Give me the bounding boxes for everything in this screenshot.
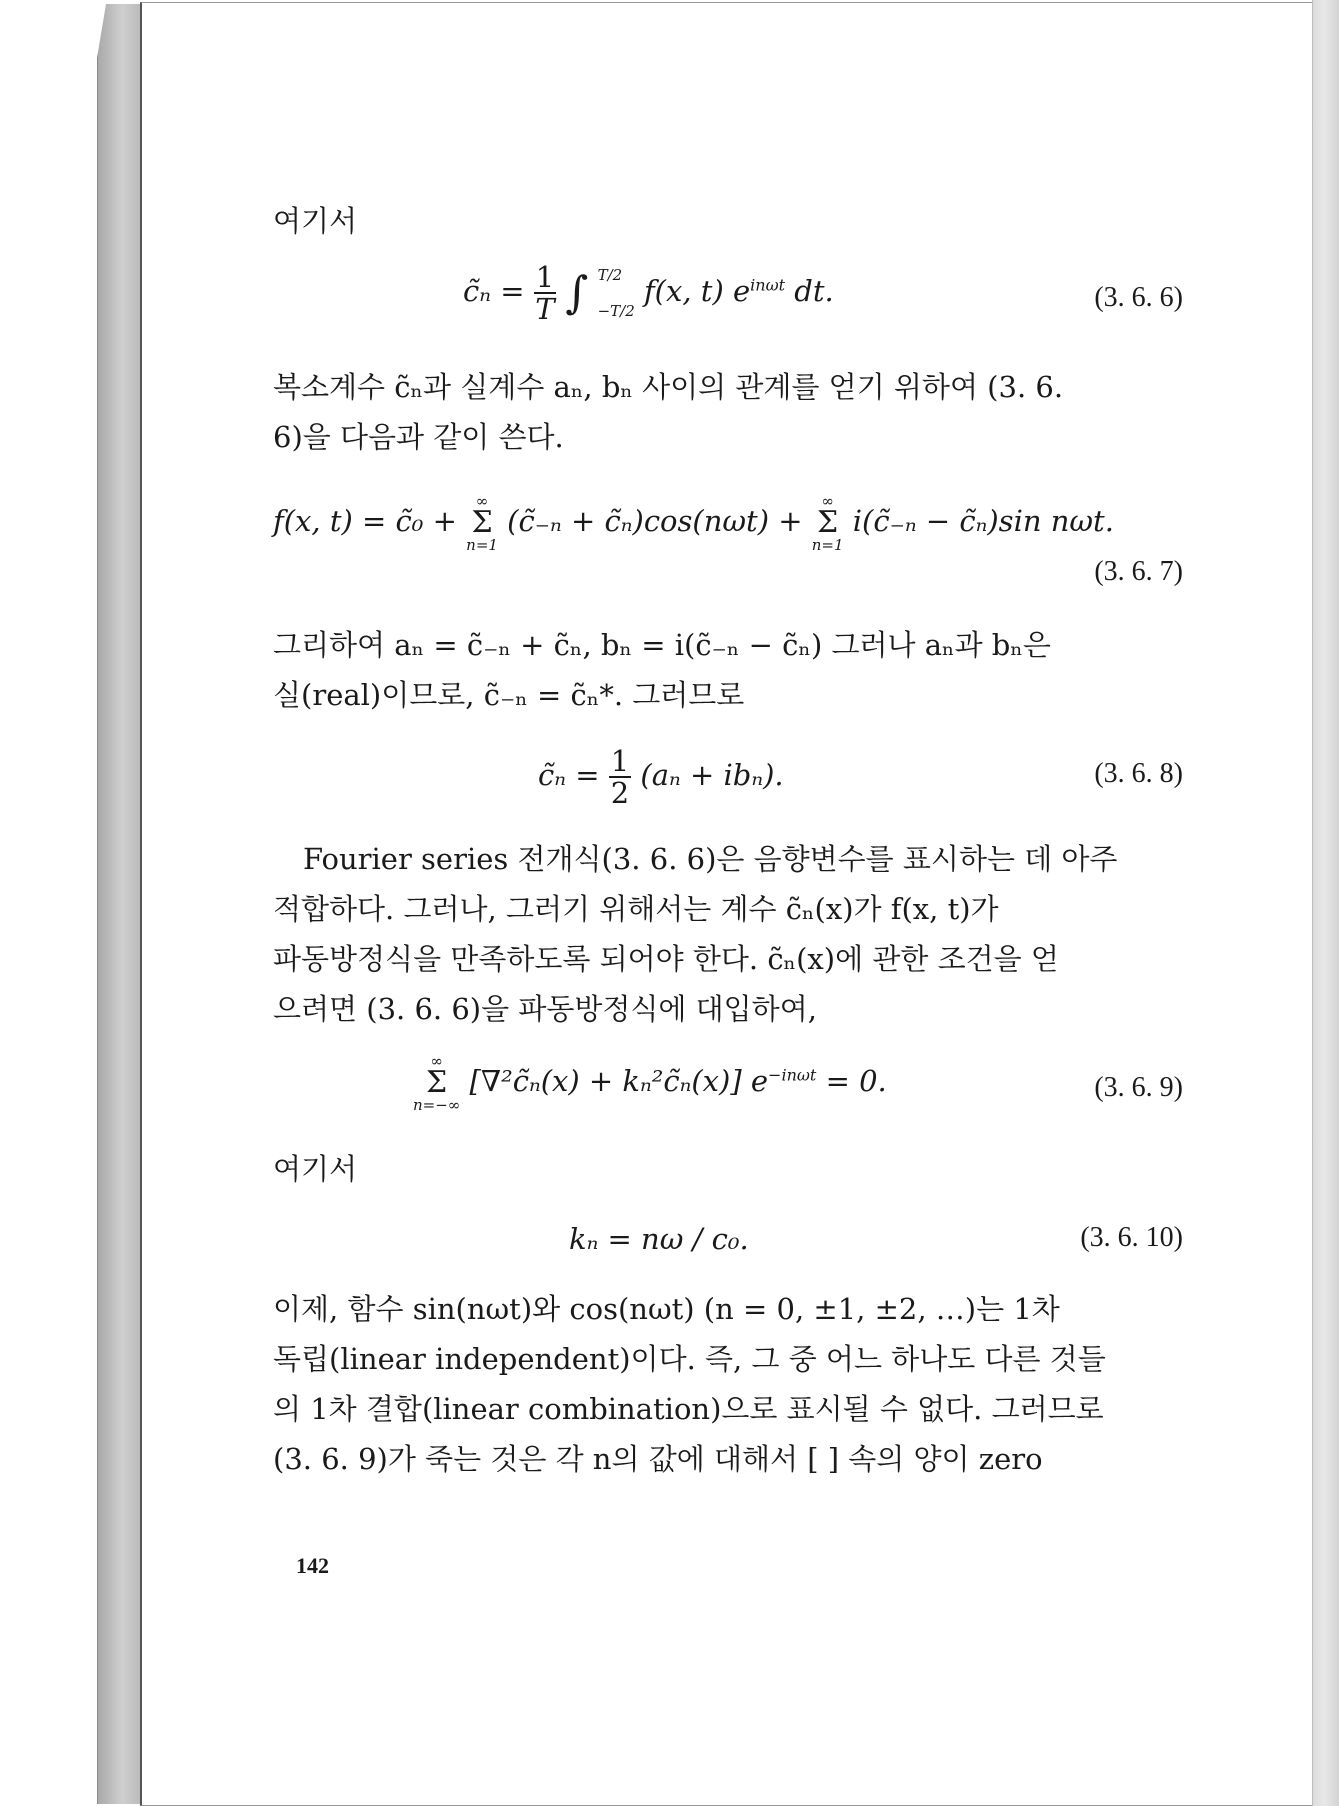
eq-368-lhs: c̃ₙ = (538, 758, 600, 792)
eq-366-lower: −T/2 (597, 302, 635, 320)
eq-367-sum2 (812, 494, 844, 552)
eq-367-sum1 (466, 494, 498, 552)
eq-367-sum1-bot: n=1 (466, 536, 498, 554)
paragraph-relation: 복소계수 c̃ₙ과 실계수 aₙ, bₙ 사이의 관계를 얻기 위하여 (3. 6. 6)을 다음과 같이 쓴다. (273, 370, 1064, 454)
eq-366-fraction (534, 262, 556, 324)
eq-368-rhs: (aₙ + ibₙ). (640, 758, 784, 792)
eq-369-tail: = 0. (825, 1064, 887, 1098)
eq-367-part3: i(c̃₋ₙ − c̃ₙ)sin nωt. (852, 504, 1114, 538)
eq-label-3-6-10: (3. 6. 10) (1080, 1222, 1183, 1253)
eq-369-sum-bot: n=−∞ (413, 1096, 461, 1114)
eq-366-body: f(x, t) e (643, 274, 751, 308)
paragraph-where-2: 여기서 (273, 1152, 358, 1186)
page-number: 142 (296, 1553, 329, 1578)
equation-3-6-7 (273, 494, 1114, 552)
eq-366-frac-den: T (535, 292, 555, 326)
eq-367-sum2-top: ∞ (821, 492, 834, 510)
eq-366-integral: ∫ (565, 267, 589, 319)
page-edge-stack (1312, 0, 1339, 1806)
paragraph-fourier: Fourier series 전개식(3. 6. 6)은 음향변수를 표시하는 데 아주 적합하다. 그러나, 그러기 위해서는 계수 c̃ₙ(x)가 f(x, t)가 파동방정식을 만족하도록 되어야 한다. c̃ₙ(x)에 관한 조건을 얻 으려면 (3. 6. 6)을 파동방정식에 대입하여, (273, 842, 1118, 1026)
equation-3-6-10 (569, 1222, 749, 1256)
eq-367-part2: (c̃₋ₙ + c̃ₙ)cos(nωt) + (507, 504, 803, 538)
eq-368-fraction (609, 746, 631, 808)
eq-label-3-6-8: (3. 6. 8) (1094, 758, 1183, 789)
eq-366-lhs: c̃ₙ = (463, 274, 525, 308)
book-spine (97, 4, 142, 1804)
sigma-icon: Σ (471, 505, 493, 540)
eq-366-upper: T/2 (597, 266, 623, 284)
sigma-icon: Σ (426, 1065, 448, 1100)
equation-3-6-8 (538, 746, 784, 808)
eq-3610-body: kₙ = nω / c₀. (569, 1222, 749, 1256)
eq-366-tail: dt. (794, 274, 834, 308)
paragraph-therefore: 그리하여 aₙ = c̃₋ₙ + c̃ₙ, bₙ = i(c̃₋ₙ − c̃ₙ) 그러나 aₙ과 bₙ은 실(real)이므로, c̃₋ₙ = c̃ₙ*. 그러므로 (273, 628, 1051, 712)
eq-367-part1: f(x, t) = c̃₀ + (273, 504, 457, 538)
eq-369-sum-top: ∞ (430, 1052, 443, 1070)
eq-366-limits (598, 266, 635, 320)
sigma-icon: Σ (817, 505, 839, 540)
eq-367-sum2-bot: n=1 (811, 536, 844, 554)
eq-label-3-6-9: (3. 6. 9) (1094, 1072, 1183, 1103)
eq-label-3-6-7: (3. 6. 7) (1094, 556, 1183, 587)
paragraph-where-1: 여기서 (273, 204, 358, 238)
paragraph-independence: 이제, 함수 sin(nωt)와 cos(nωt) (n = 0, ±1, ±2, …)는 1차 독립(linear independent)이다. 즉, 그 중 어느 하나도 다른 것들 의 1차 결합(linear combination)으로 표시될 수 없다. 그러므로 (3. 6. 9)가 죽는 것은 각 n의 값에 대해서 [ ] 속의 양이 zero (273, 1292, 1106, 1476)
eq-label-3-6-6: (3. 6. 6) (1094, 282, 1183, 313)
eq-369-body: [∇²c̃ₙ(x) + kₙ²c̃ₙ(x)] e (469, 1064, 769, 1098)
eq-366-exp: inωt (750, 275, 786, 295)
eq-369-sum (413, 1054, 460, 1112)
equation-3-6-9 (413, 1054, 887, 1112)
eq-366-frac-num: 1 (535, 260, 555, 294)
eq-369-exp: −inωt (768, 1065, 817, 1085)
equation-3-6-6 (463, 262, 834, 324)
eq-368-frac-num: 1 (610, 744, 630, 778)
eq-368-frac-den: 2 (610, 776, 630, 810)
eq-367-sum1-top: ∞ (475, 492, 489, 510)
